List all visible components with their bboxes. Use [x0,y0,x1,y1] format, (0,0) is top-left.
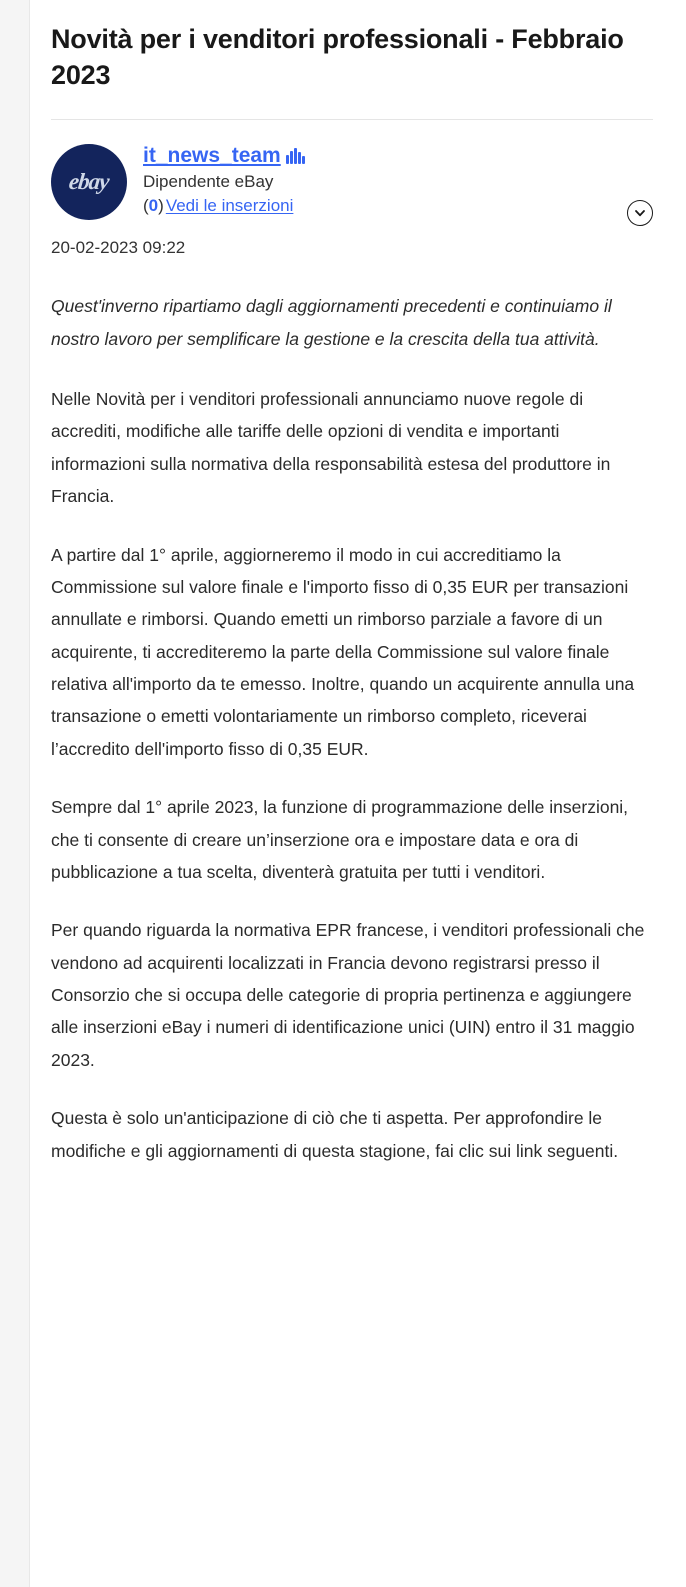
author-role: Dipendente eBay [143,172,274,192]
page-title: Novità per i venditori professionali - Febbraio 2023 [51,24,624,90]
post-paragraph-4: Per quando riguarda la normativa EPR francese, i venditori professionali che vendono ad acquirenti localizzati in Francia devono registrarsi presso il Consorzio che si occupa delle categorie di propria pertinenza e aggiungere alle inserzioni eBay i numeri di identificazione unici (UIN) entro il 31 maggio 2023. [51,920,645,1070]
avatar [51,144,127,220]
author-listings-line [143,196,305,216]
post-timestamp: 20-02-2023 09:22 [51,238,186,258]
listings-count-close: ) [158,196,164,216]
post-paragraph-1: Nelle Novità per i venditori professionali annunciamo nuove regole di accrediti, modifiche alle tariffe delle opzioni di vendita e importanti informazioni sulla normativa della responsabilità estesa del produttore in Francia. [51,389,611,507]
author-block [51,142,653,226]
divider [51,119,653,120]
listings-count[interactable]: 0 [148,196,159,216]
post-paragraph-5: Questa è solo un'anticipazione di ciò che ti aspetta. Per approfondire le modifiche e gli aggiornamenti di questa stagione, fai clic sui link seguenti. [51,1108,619,1161]
page-left-rail [0,0,30,1587]
view-listings-link[interactable]: Vedi le inserzioni [165,196,294,216]
post-content [30,0,686,1193]
listings-count-open: ( [143,196,149,216]
chevron-down-icon[interactable] [627,200,653,226]
rank-badge-icon [286,148,305,164]
post-paragraph-2: A partire dal 1° aprile, aggiorneremo il modo in cui accreditiamo la Commissione sul valore finale e l'importo fisso di 0,35 EUR per transazioni annullate e rimborsi. Quando emetti un rimborso parziale a favore di un acquirente, ti accrediteremo la parte della Commissione sul valore finale relativa all'importo da te emesso. Inoltre, quando un acquirente annulla una transazione o emetti volontariamente un rimborso completo, riceverai l’accredito dell'importo fisso di 0,35 EUR. [51,544,635,759]
post-paragraph-3: Sempre dal 1° aprile 2023, la funzione di programmazione delle inserzioni, che ti consente di creare un’inserzione ora e impostare data e ora di pubblicazione a tua scelta, diventerà gratuita per tutti i venditori. [51,797,629,882]
author-name-line [143,144,305,168]
author-name-link[interactable]: it_news_team [143,144,281,168]
post-body [51,290,653,1167]
post-paragraph-lede: Quest'inverno ripartiamo dagli aggiornamenti precedenti e continuiamo il nostro lavoro per semplificare la gestione e la crescita della tua attività. [51,296,612,349]
author-meta [127,142,305,216]
avatar-label: ebay [68,169,111,195]
